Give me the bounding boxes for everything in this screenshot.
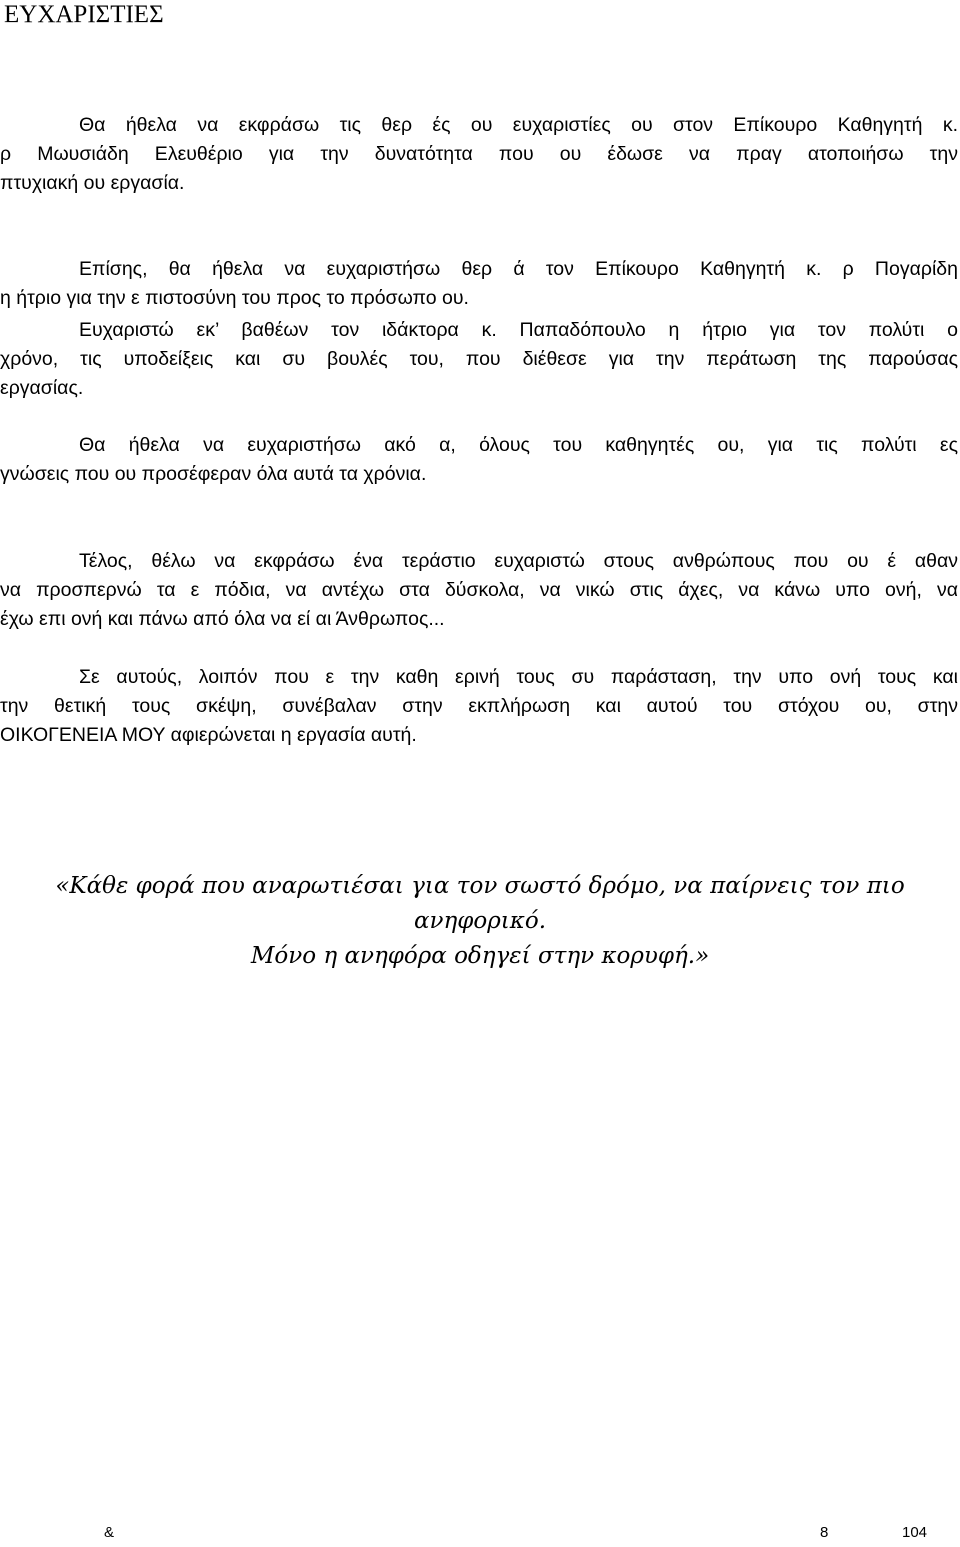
paragraph-dedication (0, 663, 958, 750)
paragraph-line: ΟΙΚΟΓΕΝΕΙΑ ΜΟΥ αφιερώνεται η εργασία αυτή. (0, 724, 417, 746)
paragraph-line: Επίσης, θα ήθελα να ευχαριστήσω θερ ά τον Επίκουρο Καθηγητή κ. ρ Πογαρίδη (79, 258, 958, 280)
paragraph-line: ρ Μωυσιάδη Ελευθέριο για την δυνατότητα που ου έδωσε να πραγ ατοποιήσω την (0, 143, 958, 165)
paragraph-thanks-doctor (0, 316, 958, 403)
quote-line: Μόνο η ανηφόρα οδηγεί στην κορυφή.» (250, 943, 710, 969)
paragraph-line: γνώσεις που ου προσέφεραν όλα αυτά τα χρόνια. (0, 463, 427, 485)
paragraph-line: Θα ήθελα να εκφράσω τις θερ ές ου ευχαριστίες ου στον Επίκουρο Καθηγητή κ. (79, 114, 958, 136)
paragraph-line: χρόνο, τις υποδείξεις και συ βουλές του, που διέθεσε για την περάτωση της παρούσας (0, 348, 958, 370)
paragraph-line: η ήτριο για την ε πιστοσύνη του προς το πρόσωπο ου. (0, 287, 469, 309)
quote-line: ανηφορικό. (413, 908, 547, 934)
paragraph-thanks-professor (0, 255, 958, 313)
footer-middle-mark: 8 (820, 1524, 829, 1541)
paragraph-line: την θετική τους σκέψη, συνέβαλαν στην εκπλήρωση και αυτού του στόχου ου, στην (0, 695, 958, 717)
paragraph-line: να προσπερνώ τα ε πόδια, να αντέχω στα δύσκολα, να νικώ στις άχες, να κάνω υπο ονή, να (0, 579, 958, 601)
paragraph-thanks-teachers (0, 431, 958, 489)
paragraph-line: Θα ήθελα να ευχαριστήσω ακό α, όλους του καθηγητές ου, για τις πολύτι ες (79, 434, 958, 456)
page-number: 104 (902, 1524, 928, 1541)
footer-left-mark: & (104, 1524, 115, 1541)
page-title: ΕΥΧΑΡΙΣΤΙΕΣ (4, 1, 164, 28)
paragraph-line: πτυχιακή ου εργασία. (0, 172, 185, 194)
paragraph-line: εργασίας. (0, 377, 84, 399)
paragraph-line: Σε αυτούς, λοιπόν που ε την καθη ερινή τους συ παράσταση, την υπο ονή τους και (79, 666, 958, 688)
paragraph-line: έχω επι ονή και πάνω από όλα να εί αι Άνθρωπος... (0, 608, 445, 630)
paragraph-thanks-supervisor (0, 111, 958, 198)
paragraph-line: Ευχαριστώ εκ’ βαθέων τον ιδάκτορα κ. Παπαδόπουλο η ήτριο για τον πολύτι ο (79, 319, 958, 341)
paragraph-line: Τέλος, θέλω να εκφράσω ένα τεράστιο ευχαριστώ στους ανθρώπους που ου έ αθαν (79, 550, 958, 572)
closing-quote (40, 869, 920, 974)
quote-line: «Κάθε φορά που αναρωτιέσαι για τον σωστό δρόμο, να παίρνεις τον πιο (55, 873, 905, 899)
paragraph-thanks-people (0, 547, 958, 634)
